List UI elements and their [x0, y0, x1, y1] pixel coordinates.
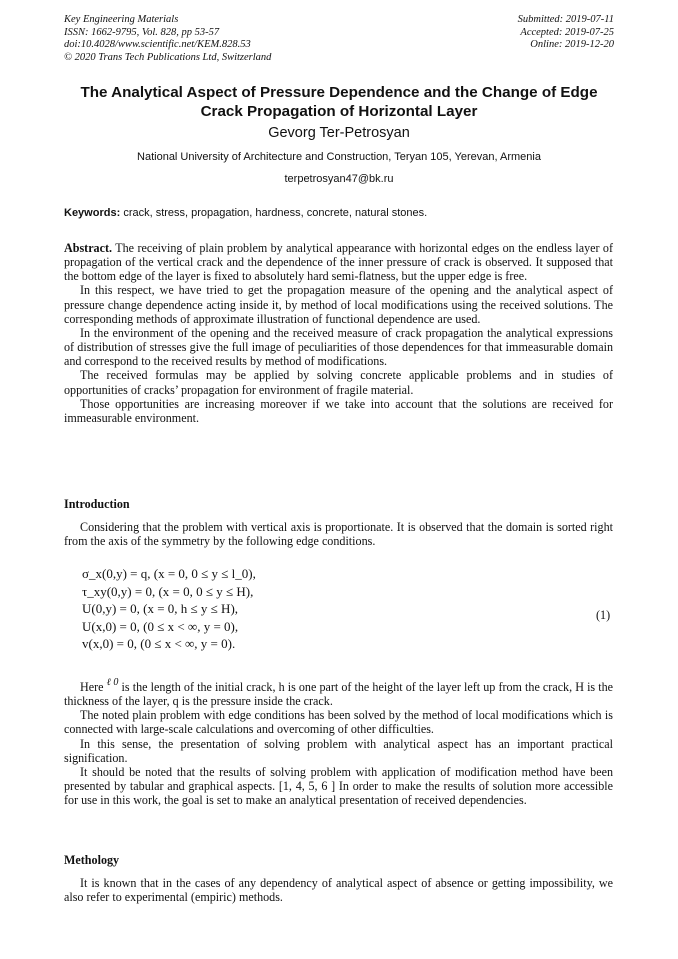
journal-name: Key Engineering Materials [64, 14, 179, 25]
equation-number: (1) [596, 608, 611, 622]
equation-line: U(0,y) = 0, (x = 0, h ≤ y ≤ H), [82, 601, 239, 617]
introduction-paragraph: In this sense, the presentation of solving problem with analytical aspect has an important practical signification. [64, 736, 613, 765]
methology-heading: Methology [64, 853, 120, 867]
abstract-paragraph: Those opportunities are increasing moreover if we take into account that the solutions are received for immeasurable environment. [64, 396, 613, 425]
equation-line: U(x,0) = 0, (0 ≤ x < ∞, y = 0), [82, 618, 239, 634]
journal-info [64, 14, 271, 64]
date-accepted: Accepted: 2019-07-25 [520, 26, 614, 38]
equation-line: σ_x(0,y) = q, (x = 0, 0 ≤ y ≤ l_0), [82, 566, 256, 581]
introduction-paragraph: It should be noted that the results of solving problem with application of modification method have been presented by tabular and graphical aspects. [1, 4, 5, 6 ] In order to make the results of solution more accessible for use in this work, the goal is set to make an analytical presentation of received dependencies. [64, 764, 613, 808]
abstract [64, 241, 613, 425]
here-prefix: Here [80, 680, 104, 694]
journal-issn: ISSN: 1662-9795, Vol. 828, pp 53-57 [64, 26, 220, 38]
l0-symbol: ℓ 0 [106, 677, 119, 688]
methology-body [64, 876, 613, 904]
abstract-paragraph: The received formulas may be applied by solving concrete applicable problems and in studies of opportunities of cracks’ propagation for environment of fragile material. [64, 368, 613, 397]
journal-doi: doi:10.4028/www.scientific.net/KEM.828.53 [64, 39, 251, 51]
abstract-paragraph: The receiving of plain problem by analytical appearance with horizontal edges on the endless layer of propagation of the vertical crack and the dependence of the inner pressure of crack is observed. It supposed that the bottom edge of the layer is fixed to absolutely hard semi-flatness, but the upper edge is free. [64, 241, 613, 284]
equation-line: v(x,0) = 0, (0 ≤ x < ∞, y = 0). [82, 636, 236, 652]
introduction-paragraph: The noted plain problem with edge conditions has been solved by the method of local modifications which is connected with large-scale calculations and overcoming of other difficulties. [64, 708, 613, 737]
author-name: Gevorg Ter-Petrosyan [268, 125, 410, 141]
keywords [64, 207, 614, 219]
introduction-paragraph-1 [64, 520, 613, 548]
abstract-paragraph: In the environment of the opening and the received measure of crack propagation the analytical expressions of distribution of stresses give the full image of peculiarities of those dependences for that immeasurable domain and correspond to the received results by method of modifications. [64, 325, 613, 369]
introduction-body [64, 676, 613, 807]
abstract-paragraph: In this respect, we have tried to get the propagation measure of the opening and the analytical aspect of pressure change dependence acting inside it, by method of local modifications using the received solutions. The corresponding methods of approximate illustration of functional dependence are used. [64, 283, 613, 326]
introduction-heading: Introduction [64, 497, 130, 511]
equation-line: τ_xy(0,y) = 0, (x = 0, 0 ≤ y ≤ H), [82, 583, 254, 599]
equation-system [82, 565, 256, 653]
date-submitted: Submitted: 2019-07-11 [517, 14, 614, 25]
author-email[interactable]: terpetrosyan47@bk.ru [284, 173, 394, 185]
here-text: is the length of the initial crack, h is one part of the height of the layer left up from the crack, H is the thickness of the layer, q is the pressure inside the crack. [64, 680, 614, 709]
abstract-label: Abstract. [64, 241, 113, 255]
date-online: Online: 2019-12-20 [530, 39, 614, 51]
dates-info [518, 14, 614, 52]
keywords-text: crack, stress, propagation, hardness, concrete, natural stones. [123, 207, 428, 219]
journal-copyright: © 2020 Trans Tech Publications Ltd, Switzerland [64, 51, 272, 63]
author-affiliation: National University of Architecture and Construction, Teryan 105, Yerevan, Armenia [137, 151, 541, 163]
keywords-label: Keywords: [64, 207, 121, 219]
paper-title: The Analytical Aspect of Pressure Dependence and the Change of Edge Crack Propagation of Horizontal Layer [80, 84, 598, 120]
introduction-paragraph: Considering that the problem with vertical axis is proportionate. It is observed that the domain is sorted right from the axis of the symmetry by the following edge conditions. [64, 520, 613, 549]
methology-paragraph: It is known that in the cases of any dependency of analytical aspect of absence or getting impossibility, we also refer to experimental (empiric) methods. [64, 876, 613, 905]
